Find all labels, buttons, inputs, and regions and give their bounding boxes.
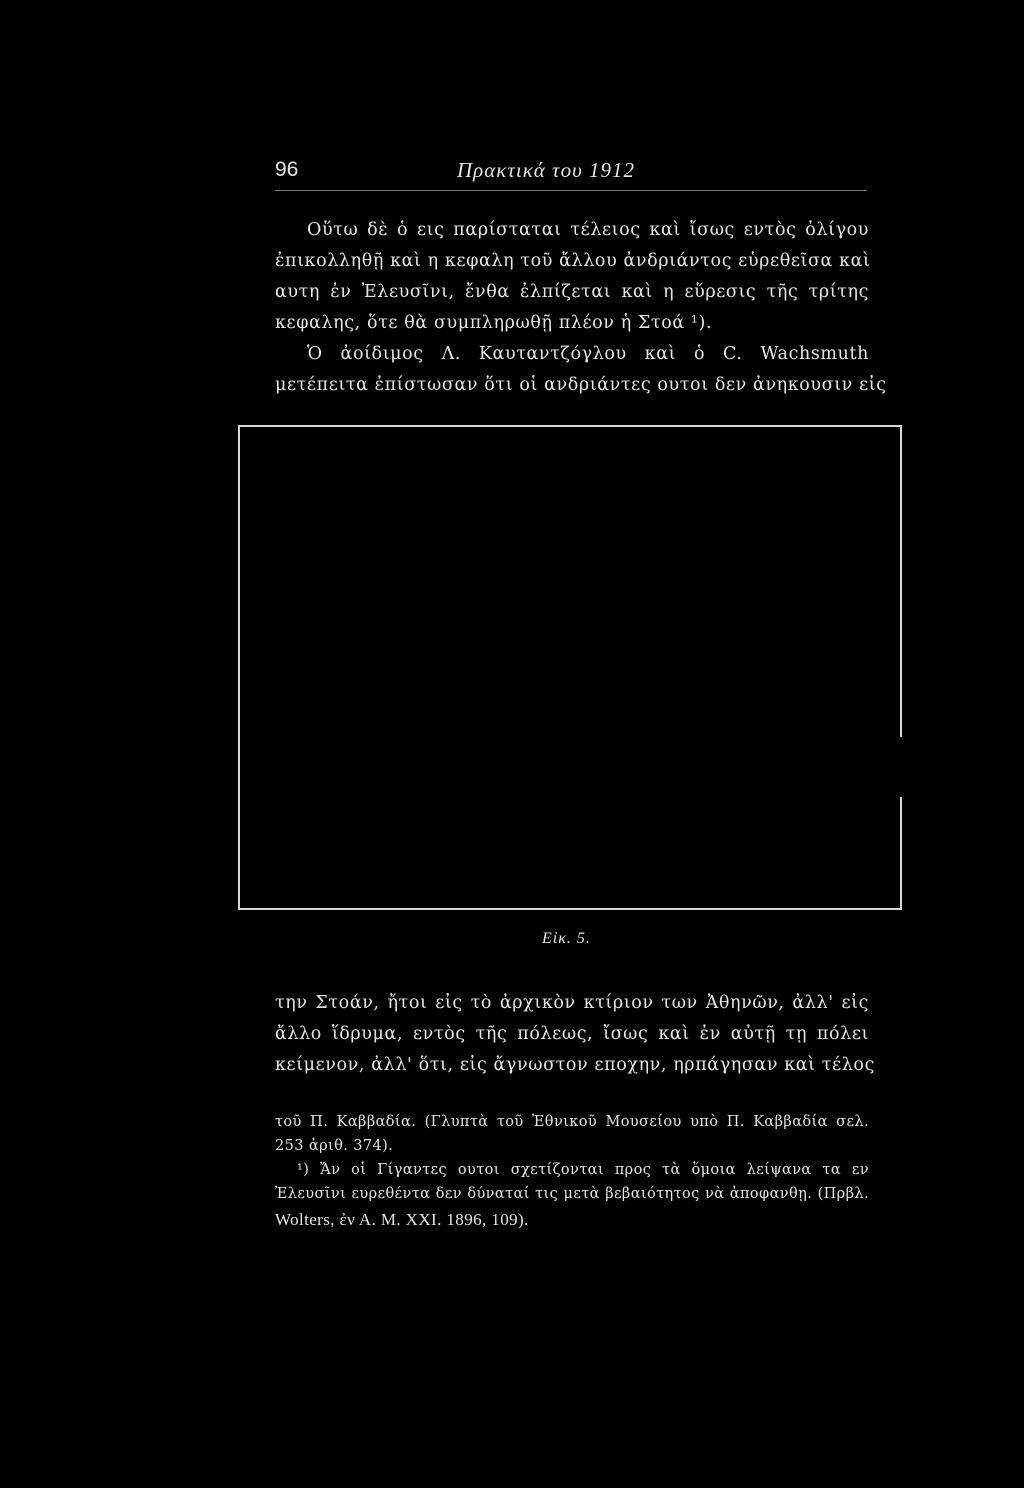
footnote-line: Ἐλευσῖνι ευρεθέντα δεν δύναταί τις μετὰ βεβαιότητος νὰ ἀποφανθῃ. (Πρβλ. <box>275 1186 869 1202</box>
running-title: Πρακτικά του 1912 <box>457 158 635 182</box>
figure-caption: Εἰκ. 5. <box>542 930 591 947</box>
footnote-line: 253 ἀριθ. 374). <box>275 1138 394 1154</box>
footnote-line: τοῦ Π. Καββαδία. (Γλυπτὰ τοῦ Ἐθνικοῦ Μουσείου υπὸ Π. Καββαδία σελ. <box>275 1114 869 1130</box>
text-line: μετέπειτα ἐπίστωσαν ὅτι οἱ ανδριάντες ουτοι δεν ἀνηκουσιν εἰς <box>275 375 887 395</box>
text-line: ἄλλο ἵδρυμα, εντὸς τῆς πόλεως, ἴσως καὶ ἐν αὐτῇ τῃ πόλει <box>275 1024 869 1044</box>
header-rule <box>275 190 867 191</box>
footnote-line: ¹) Ἄν οἱ Γίγαντες ουτοι σχετίζονται προς τὰ ὅμοια λείψανα τα εν <box>297 1162 869 1178</box>
page-header <box>275 158 867 188</box>
text-line: κείμενον, ἀλλ' ὅτι, εἰς ἄγνωστον εποχην, ηρπάγησαν καὶ τέλος <box>275 1055 875 1075</box>
text-line: Ὁ ἀοίδιμος Λ. Καυταντζόγλου καὶ ὁ C. Wachsmuth <box>307 344 869 364</box>
text-line: αυτη ἐν Ἐλευσῖνι, ἔνθα ἐλπίζεται καὶ η εὕρεσις τῆς τρίτης <box>275 282 869 302</box>
page-number: 96 <box>275 158 299 181</box>
text-line: ἐπικολληθῇ καὶ η κεφαλη τοῦ ἄλλου ἀνδριάντος εὑρεθεῖσα καὶ <box>275 251 871 271</box>
text-line: Οὕτω δὲ ὁ εις παρίσταται τέλειος καὶ ἴσως εντὸς ὀλίγου <box>307 220 869 240</box>
text-line: την Στοάν, ἤτοι εἰς τὸ ἀρχικὸν κτίριον των Ἀθηνῶν, ἀλλ' εἰς <box>275 993 869 1013</box>
text-line: κεφαλης, ὅτε θὰ συμπληρωθῇ πλέον ἡ Στοά ¹). <box>275 313 713 333</box>
frame-gap <box>899 737 903 797</box>
figure-5-frame <box>238 425 902 910</box>
footnote-line: Wolters, ἐν Α. Μ. XXI. 1896, 109). <box>275 1210 529 1229</box>
